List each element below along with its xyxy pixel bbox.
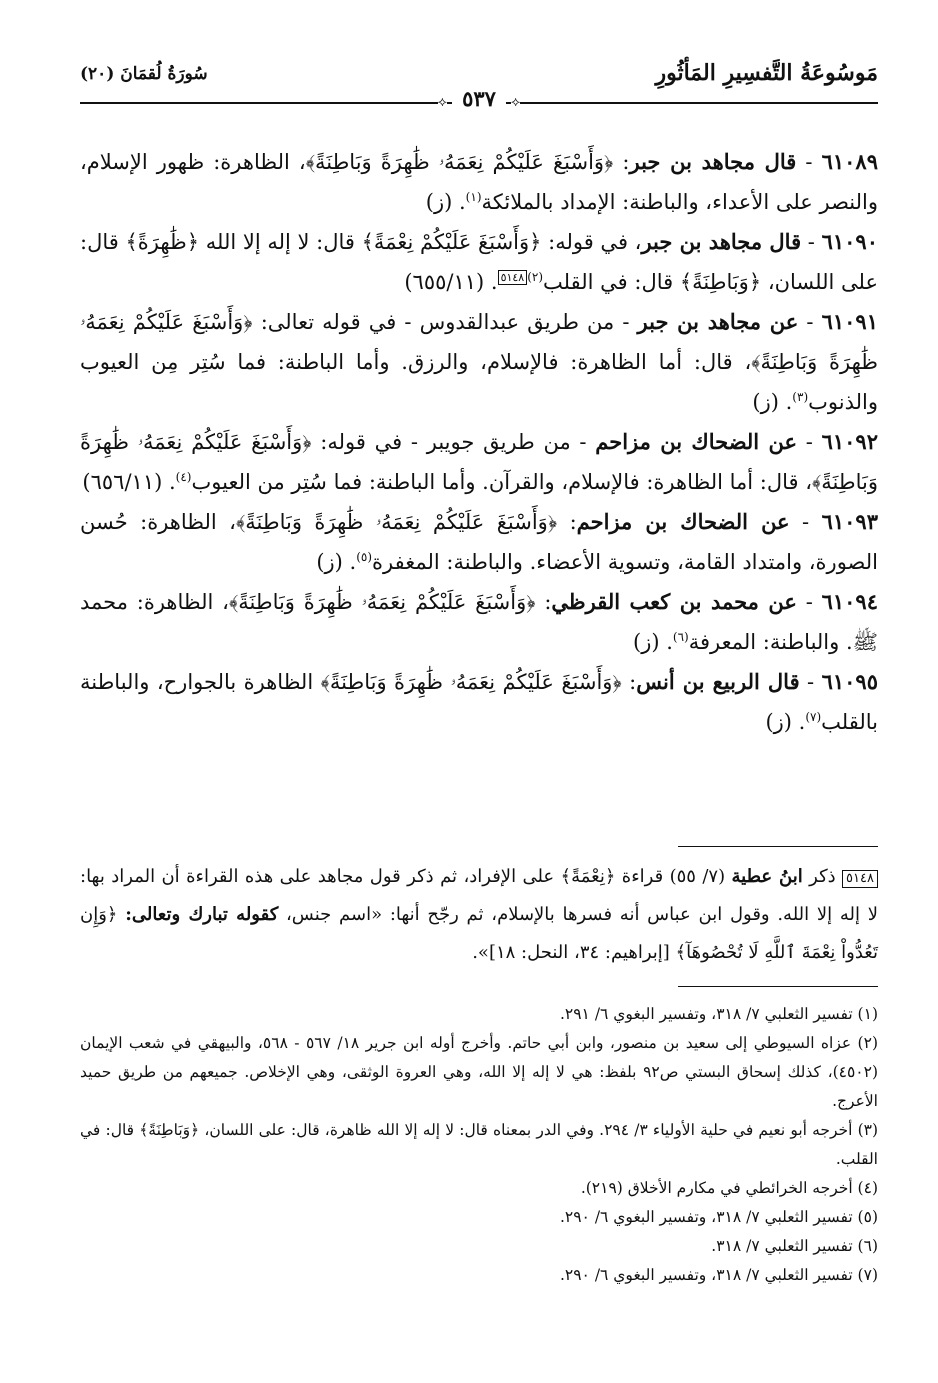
editor-commentary <box>80 858 878 972</box>
entry-number: ٦١٠٩٢ <box>821 429 878 454</box>
book-page <box>80 58 878 1363</box>
footnote-item: (١) تفسير الثعلبي ٧/ ٣١٨، وتفسير البغوي ٦/ ٢٩١. <box>559 1005 878 1023</box>
footnote-marker: (٢) <box>527 270 544 284</box>
narrations-list <box>80 142 878 742</box>
comment-reference-box: ٥١٤٨ <box>498 270 528 285</box>
footnote-item: (٥) تفسير الثعلبي ٧/ ٣١٨، وتفسير البغوي ٦/ ٢٩٠. <box>559 1208 878 1226</box>
footnote-marker: (٧) <box>805 710 822 724</box>
narration-entry <box>80 142 878 222</box>
page-header <box>80 58 878 111</box>
quran-verse: ﴿وَأَسْبَغَ عَلَيْكُمْ نِعْمَةً﴾ <box>361 230 542 254</box>
narration-entry <box>80 222 878 302</box>
page-number-block <box>80 86 878 111</box>
entry-text: - من طريق عبدالقدوس - في قوله تعالى: <box>252 310 638 334</box>
quran-verse: ﴿وَأَسْبَغَ عَلَيْكُمْ نِعَمَهُۥ ظَٰهِرَةً وَبَاطِنَةً﴾ <box>80 310 878 374</box>
entry-text: الظاهرة بالجوارح، والباطنة بالقلب <box>80 670 878 734</box>
entry-text: . (ز) <box>316 550 357 574</box>
entry-text: . (ز) <box>765 710 806 734</box>
entry-number: ٦١٠٩٣ <box>821 509 878 534</box>
footnote-item: (٧) تفسير الثعلبي ٧/ ٣١٨، وتفسير البغوي ٦/ ٢٩٠. <box>559 1266 878 1284</box>
ornament-icon: ⟡ <box>437 94 447 110</box>
entry-text: ، قال: أما الظاهرة: فالإسلام، والقرآن. وأما الباطنة: فما سُتِر من العيوب <box>191 470 812 494</box>
narrator-name: عن مجاهد بن جبر <box>637 309 799 334</box>
narrator-name: عن الضحاك بن مزاحم <box>576 509 790 534</box>
quran-verse: ﴿وَأَسْبَغَ عَلَيْكُمْ نِعَمَهُۥ ظَٰهِرَةً وَبَاطِنَةً﴾ <box>228 590 536 614</box>
entry-text: على الإفراد، ثم ذكر قول مجاهد على هذه القراءة أن المراد بها: لا إله إلا الله. وقول ابن عباس أنه فسرها بالإسلام، ثم رجّح أنها: «اسم جنس، <box>80 866 878 925</box>
narration-entry <box>80 302 878 422</box>
entry-text: . (ز) <box>752 390 793 414</box>
entry-number: ٦١٠٩٤ <box>821 589 878 614</box>
quran-verse: ﴿وَبَاطِنَةً﴾ <box>679 270 762 294</box>
dash: - <box>798 310 822 334</box>
quran-verse: ﴿ظَٰهِرَةً﴾ <box>125 230 200 254</box>
entry-text: : <box>557 510 577 534</box>
quran-verse: ﴿وَأَسْبَغَ عَلَيْكُمْ نِعَمَهُۥ ظَٰهِرَةً وَبَاطِنَةً﴾ <box>235 510 558 534</box>
footnote-marker: (٣) <box>792 390 809 404</box>
entry-text: ، الظاهرة: حُسن الصورة، وامتداد القامة، وتسوية الأعضاء. والباطنة: المغفرة <box>80 510 878 574</box>
entry-number: ٦١٠٨٩ <box>821 149 878 174</box>
entry-text: ، قال: أما الظاهرة: فالإسلام، والرزق. وأما الباطنة: فما سُتِر مِن العيوب والذنوب <box>80 350 878 414</box>
narrator-name: قال مجاهد بن جبر <box>641 229 802 254</box>
entry-text: ، الظاهرة: محمد ﷺ. والباطنة: المعرفة <box>80 590 878 654</box>
quran-verse: ﴿وَإِن تَعُدُّواْ نِعْمَةَ ٱللَّهِ لَا تُحْصُوهَآ﴾ <box>80 904 878 963</box>
narrator-name: عن الضحاك بن مزاحم <box>595 429 798 454</box>
entry-text: قال: لا إله إلا الله <box>199 230 362 254</box>
entry-text: قال: على اللسان، <box>80 230 878 294</box>
quran-verse: ﴿وَأَسْبَغَ عَلَيْكُمْ نِعَمَهُۥ ظَٰهِرَةً وَبَاطِنَةً﴾ <box>80 430 878 494</box>
narrator-name: قال مجاهد بن جبر <box>629 149 797 174</box>
entry-number: ٦١٠٩٠ <box>821 229 878 254</box>
entry-number: ٦١٠٩١ <box>821 309 878 334</box>
dash: - <box>789 510 822 534</box>
footnote-marker: (١) <box>465 190 482 204</box>
bold-text: كقوله تبارك وتعالى: <box>125 904 279 925</box>
narration-entry <box>80 662 878 742</box>
ornament-icon: ⟡ <box>511 94 521 110</box>
separator-rule <box>678 846 878 847</box>
narration-entry <box>80 502 878 582</box>
entry-text: ذكر <box>802 866 843 887</box>
dash: - <box>801 230 822 254</box>
dash: - <box>797 430 822 454</box>
entry-text: . (ز) <box>633 630 673 654</box>
header-rule <box>493 102 878 104</box>
entry-text: - من طريق جويبر - في قوله: <box>311 430 596 454</box>
footnote-marker: (٥) <box>356 550 373 564</box>
dash: - <box>799 670 822 694</box>
footnote-rule <box>678 986 878 987</box>
book-title: مَوسُوعَةُ التَّفسِيرِ المَأثُورِ <box>655 60 878 86</box>
footnote-item: (٣) أخرجه أبو نعيم في حلية الأولياء ٣/ ٢٩٤. وفي الدر بمعناه قال: لا إله إلا الله ظاهرة، قال: على اللسان، ﴿وَبَاطِنَةً﴾ قال: في القلب. <box>80 1121 879 1168</box>
entry-text: (٧/ ٥٥) قراءة <box>615 866 732 887</box>
header-rule <box>80 102 465 104</box>
entry-number: ٦١٠٩٥ <box>821 669 878 694</box>
quran-verse: ﴿نِعْمَةً﴾ <box>560 866 616 887</box>
entry-text: ، الظاهرة: ظهور الإسلام، والنصر على الأعداء، والباطنة: الإمداد بالملائكة <box>80 150 878 214</box>
dash: - <box>796 150 822 174</box>
entry-text: [إبراهيم: ٣٤، النحل: ١٨]». <box>472 942 676 963</box>
entry-text: . (ز) <box>425 190 466 214</box>
dash: - <box>796 590 822 614</box>
surah-title: سُورَةُ لُقمَانَ (٢٠) <box>80 64 208 84</box>
entry-text: : <box>621 670 637 694</box>
footnote-marker: (٦) <box>672 630 689 644</box>
footnote-item: (٤) أخرجه الخرائطي في مكارم الأخلاق (٢١٩). <box>580 1179 878 1197</box>
narrator-name: عن محمد بن كعب القرظي <box>551 589 797 614</box>
comment-number-box: ٥١٤٨ <box>842 870 878 888</box>
entry-text: : <box>535 590 552 614</box>
footnote-item: (٦) تفسير الثعلبي ٧/ ٣١٨. <box>711 1237 878 1255</box>
entry-text: . (٦٥٦/١١) <box>82 470 176 494</box>
quran-verse: ﴿وَأَسْبَغَ عَلَيْكُمْ نِعَمَهُۥ ظَٰهِرَةً وَبَاطِنَةً﴾ <box>305 150 614 174</box>
footnote-marker: (٤) <box>175 470 192 484</box>
entry-text: ، في قوله: <box>541 230 642 254</box>
narration-entry <box>80 582 878 662</box>
footnote-item: (٢) عزاه السيوطي إلى سعيد بن منصور، وابن أبي حاتم. وأخرج أوله ابن جرير ١٨/ ٥٦٧ - ٥٦٨، والبيهقي في شعب الإيمان (٤٥٠٢)، كذلك إسحاق البستي ص٩٢ بلفظ: هي لا إله إلا الله، وهي العروة الوثقى، وهي الإخلاص. جميعهم من طريق حميد الأعرج. <box>80 1034 878 1110</box>
entry-text: قال: في القلب <box>543 270 680 294</box>
footnotes-list <box>80 1000 878 1290</box>
narrator-name: قال الربيع بن أنس <box>636 669 800 694</box>
page-number: ٥٣٧ <box>452 86 506 111</box>
bold-text: ابنُ عطية <box>731 866 803 887</box>
narration-entry <box>80 422 878 502</box>
entry-text: . (٦٥٥/١١) <box>404 270 498 294</box>
quran-verse: ﴿وَأَسْبَغَ عَلَيْكُمْ نِعَمَهُۥ ظَٰهِرَةً وَبَاطِنَةً﴾ <box>320 670 622 694</box>
entry-text: : <box>613 150 630 174</box>
